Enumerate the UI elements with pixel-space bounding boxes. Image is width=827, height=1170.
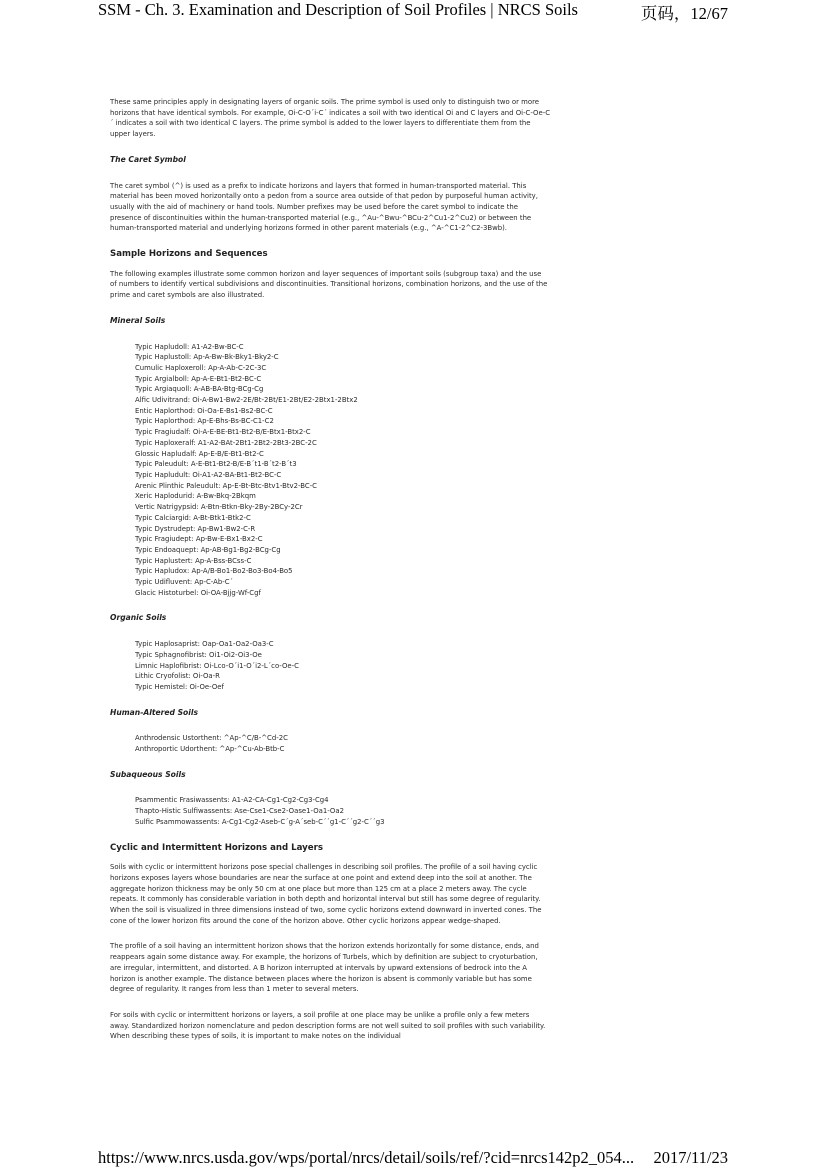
list-item: Typic Sphagnofibrist: Oi1-Oi2-Oi3-Oe (135, 650, 262, 659)
sample-paragraph: The following examples illustrate some common horizon and layer sequences of important soils (subgroup taxa) and the use of numbers to identify vertical subdivisions and discontinuities. Transitional horizons, combination horizons, and the use of the prime and caret symbols are also illustrated. (110, 269, 548, 300)
subaqueous-heading: Subaqueous Soils (110, 769, 186, 779)
organic-heading: Organic Soils (110, 613, 167, 623)
list-item: Arenic Plinthic Paleudult: Ap-E-Bt-Btc-Btv1-Btv2-BC-C (135, 481, 317, 490)
list-item: Typic Haplorthod: Ap-E-Bhs-Bs-BC-C1-C2 (135, 417, 274, 426)
page-header (0, 0, 827, 22)
source-url: https://www.nrcs.usda.gov/wps/portal/nrcs/detail/soils/ref/?cid=nrcs142p2_054... (98, 1148, 635, 1167)
list-item: Anthroportic Udorthent: ^Ap-^Cu-Ab-Btb-C (135, 745, 285, 754)
cyclic-paragraph-2: The profile of a soil having an intermittent horizon shows that the horizon extends horizontally for some distance, ends, and reappears again some distance away. For example, the horizons of Turbels, which by definition are subject to cryoturbation, are irregular, intermittent, and distorted. A B horizon interrupted at intervals by upward extensions of bedrock into the A horizon is another example. The distance between places where the horizon is absent is commonly variable but has some degree of regularity. It ranges from less than 1 meter to several meters. (110, 942, 539, 994)
list-item: Anthrodensic Ustorthent: ^Ap-^C/B-^Cd-2C (135, 734, 288, 743)
list-item: Typic Dystrudept: Ap-Bw1-Bw2-C-R (135, 524, 256, 533)
list-item: Typic Paleudult: A-E-Bt1-Bt2-B/E-B´t1-B´t2-B´t3 (135, 460, 297, 469)
list-item: Lithic Cryofolist: Oi-Oa-R (135, 672, 220, 681)
list-item: Vertic Natrigypsid: A-Btn-Btkn-Bky-2By-2BCy-2Cr (135, 503, 303, 512)
list-item: Typic Hapludult: Oi-A1-A2-BA-Bt1-Bt2-BC-C (135, 470, 282, 479)
page-number: 页码，12/67 (640, 4, 728, 23)
list-item: Glossic Hapludalf: Ap-E-B/E-Bt1-Bt2-C (135, 449, 264, 458)
list-item: Typic Haplustoll: Ap-A-Bw-Bk-Bky1-Bky2-C (135, 353, 279, 362)
cyclic-paragraph-1: Soils with cyclic or intermittent horizons pose special challenges in describing soil profiles. The profile of a soil having cyclic horizons exposes layers whose boundaries are near the surface at one point and extend deep into the soil at another. The aggregate horizon thickness may be only 50 cm at one place but more than 125 cm at a place 2 meters away. The cycle repeats. It commonly has considerable variation in both depth and horizontal interval but still has some degree of regularity. When the soil is visualized in three dimensions instead of two, some cyclic horizons extend downward in inverted cones. The cone of the lower horizon fits around the cone of the horizon above. Other cyclic horizons appear wedge-shaped. (110, 863, 542, 925)
human-altered-list (110, 733, 550, 754)
page-footer (0, 1148, 827, 1170)
list-item: Typic Hapludox: Ap-A/B-Bo1-Bo2-Bo3-Bo4-Bo5 (135, 567, 293, 576)
list-item: Limnic Haplofibrist: Oi-Lco-O´i1-O´i2-L´co-Oe-C (135, 661, 299, 670)
mineral-list (110, 342, 550, 599)
human-altered-heading: Human-Altered Soils (110, 707, 199, 717)
document-body (110, 97, 550, 1057)
list-item: Typic Fragiudept: Ap-Bw-E-Bx1-Bx2-C (135, 535, 263, 544)
list-item: Psammentic Frasiwassents: A1-A2-CA-Cg1-Cg2-Cg3-Cg4 (135, 796, 329, 805)
list-item: Typic Hapludoll: A1-A2-Bw-BC-C (135, 342, 244, 351)
list-item: Typic Argiaquoll: A-AB-BA-Btg-BCg-Cg (135, 385, 264, 394)
caret-paragraph: The caret symbol (^) is used as a prefix to indicate horizons and layers that formed in human-transported material. This material has been moved horizontally onto a pedon from a source area outside of that pedon by purposeful human activity, usually with the aid of machinery or hand tools. Number prefixes may be used before the caret symbol to indicate the presence of discontinuities within the human-transported material (e.g., ^Au-^Bwu-^BCu-2^Cu1-2^Cu2) or between the human-transported material and underlying horizons formed in other parent materials (e.g., ^A-^C1-2^C2-3Bwb). (110, 181, 538, 233)
list-item: Glacic Histoturbel: Oi-OA-Bjjg-Wf-Cgf (135, 588, 261, 597)
document-title: SSM - Ch. 3. Examination and Description of Soil Profiles | NRCS Soils (98, 0, 578, 19)
cyclic-heading: Cyclic and Intermittent Horizons and Layers (110, 842, 323, 853)
list-item: Typic Udifluvent: Ap-C-Ab-C´ (135, 578, 233, 587)
list-item: Typic Fragiudalf: Oi-A-E-BE-Bt1-Bt2-B/E-Btx1-Btx2-C (135, 428, 311, 437)
subaqueous-list (110, 795, 550, 827)
list-item: Sulfic Psammowassents: A-Cg1-Cg2-Aseb-C´g-A´seb-C´´g1-C´´g2-C´´g3 (135, 817, 385, 826)
list-item: Xeric Haplodurid: A-Bw-Bkq-2Bkqm (135, 492, 256, 501)
list-item: Thapto-Histic Sulfiwassents: Ase-Cse1-Cse2-Oase1-Oa1-Oa2 (135, 807, 344, 816)
intro-paragraph: These same principles apply in designating layers of organic soils. The prime symbol is used only to distinguish two or more horizons that have identical symbols. For example, Oi-C-O´i-C´ indicates a soil with two identical Oi and C layers and Oi-C-Oe-C´ indicates a soil with two identical C layers. The prime symbol is added to the lower layers to differentiate them from the upper layers. (110, 98, 551, 139)
print-date: 2017/11/23 (653, 1148, 728, 1167)
mineral-heading: Mineral Soils (110, 315, 166, 325)
list-item: Alfic Udivitrand: Oi-A-Bw1-Bw2-2E/Bt-2Bt/E1-2Bt/E2-2Btx1-2Btx2 (135, 396, 358, 405)
cyclic-paragraph-3: For soils with cyclic or intermittent horizons or layers, a soil profile at one place may be unlike a profile only a few meters away. Standardized horizon nomenclature and pedon description forms are not well suited to soil profiles with such variability. When describing these types of soils, it is important to make notes on the individual (110, 1011, 546, 1041)
list-item: Typic Calciargid: A-Bt-Btk1-Btk2-C (135, 513, 251, 522)
list-item: Typic Haploxeralf: A1-A2-BAt-2Bt1-2Bt2-2Bt3-2BC-2C (135, 438, 317, 447)
list-item: Typic Haplosaprist: Oap-Oa1-Oa2-Oa3-C (135, 640, 274, 649)
list-item: Typic Haplustert: Ap-A-Bss-BCss-C (135, 556, 252, 565)
list-item: Typic Endoaquept: Ap-AB-Bg1-Bg2-BCg-Cg (135, 545, 281, 554)
organic-list (110, 639, 550, 693)
list-item: Cumulic Haploxeroll: Ap-A-Ab-C-2C-3C (135, 363, 267, 372)
list-item: Entic Haplorthod: Oi-Oa-E-Bs1-Bs2-BC-C (135, 406, 273, 415)
list-item: Typic Hemistel: Oi-Oe-Oef (135, 682, 224, 691)
sample-heading: Sample Horizons and Sequences (110, 249, 268, 260)
caret-heading: The Caret Symbol (110, 154, 186, 164)
list-item: Typic Argialboll: Ap-A-E-Bt1-Bt2-BC-C (135, 374, 262, 383)
